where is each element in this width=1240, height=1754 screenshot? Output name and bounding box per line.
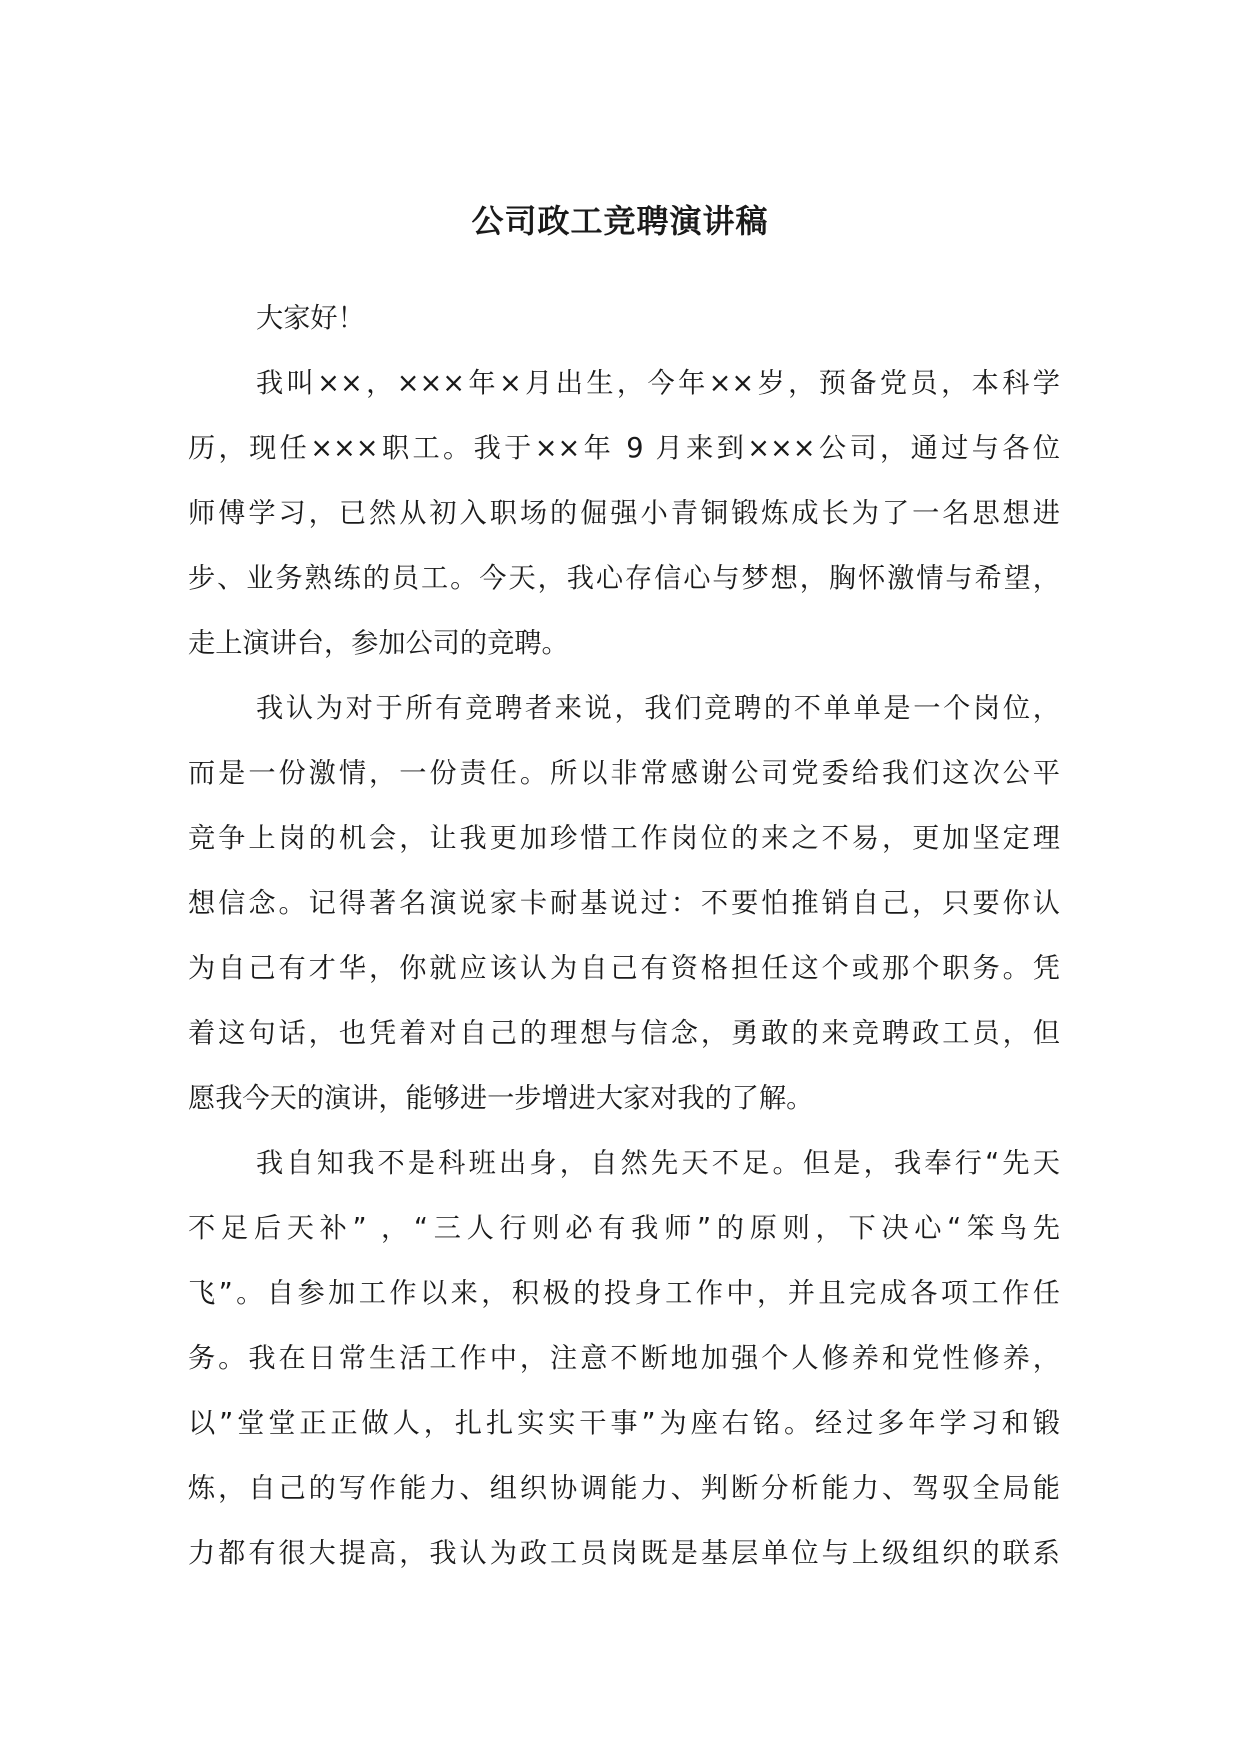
text-line: 着这句话，也凭着对自己的理想与信念，勇敢的来竞聘政工员，但 bbox=[188, 1018, 1060, 1049]
document-title: 公司政工竞聘演讲稿 bbox=[471, 202, 769, 240]
document-body bbox=[188, 286, 1060, 1586]
text-line: 不足后天补” ，“三人行则必有我师”的原则，下决心“笨鸟先 bbox=[188, 1213, 1060, 1244]
text-line: 炼，自己的写作能力、组织协调能力、判断分析能力、驾驭全局能 bbox=[188, 1473, 1060, 1504]
text-line: 力都有很大提高，我认为政工员岗既是基层单位与上级组织的联系 bbox=[188, 1538, 1060, 1569]
text-line: 想信念。记得著名演说家卡耐基说过：不要怕推销自己，只要你认 bbox=[188, 888, 1060, 919]
text-line: 竞争上岗的机会，让我更加珍惜工作岗位的来之不易，更加坚定理 bbox=[188, 823, 1060, 854]
text-line: 师傅学习，已然从初入职场的倔强小青铜锻炼成长为了一名思想进 bbox=[188, 498, 1060, 529]
text-line: 大家好！ bbox=[256, 303, 365, 334]
text-line: 走上演讲台，参加公司的竞聘。 bbox=[188, 628, 569, 659]
text-line: 历，现任×××职工。我于××年 9 月来到×××公司，通过与各位 bbox=[188, 433, 1060, 464]
text-line: 步、业务熟练的员工。今天，我心存信心与梦想，胸怀激情与希望， bbox=[188, 563, 1060, 594]
text-line: 我认为对于所有竞聘者来说，我们竞聘的不单单是一个岗位， bbox=[256, 693, 1060, 724]
text-line: 务。我在日常生活工作中，注意不断地加强个人修养和党性修养， bbox=[188, 1343, 1060, 1374]
text-line: 而是一份激情，一份责任。所以非常感谢公司党委给我们这次公平 bbox=[188, 758, 1060, 789]
text-line: 以”堂堂正正做人，扎扎实实干事”为座右铭。经过多年学习和锻 bbox=[188, 1408, 1060, 1439]
text-line: 我自知我不是科班出身，自然先天不足。但是，我奉行“先天 bbox=[256, 1148, 1060, 1179]
text-line: 愿我今天的演讲，能够进一步增进大家对我的了解。 bbox=[188, 1083, 814, 1114]
text-line: 我叫××，×××年×月出生，今年××岁，预备党员，本科学 bbox=[256, 368, 1060, 399]
text-line: 为自己有才华，你就应该认为自己有资格担任这个或那个职务。凭 bbox=[188, 953, 1060, 984]
text-line: 飞”。自参加工作以来，积极的投身工作中，并且完成各项工作任 bbox=[188, 1278, 1060, 1309]
